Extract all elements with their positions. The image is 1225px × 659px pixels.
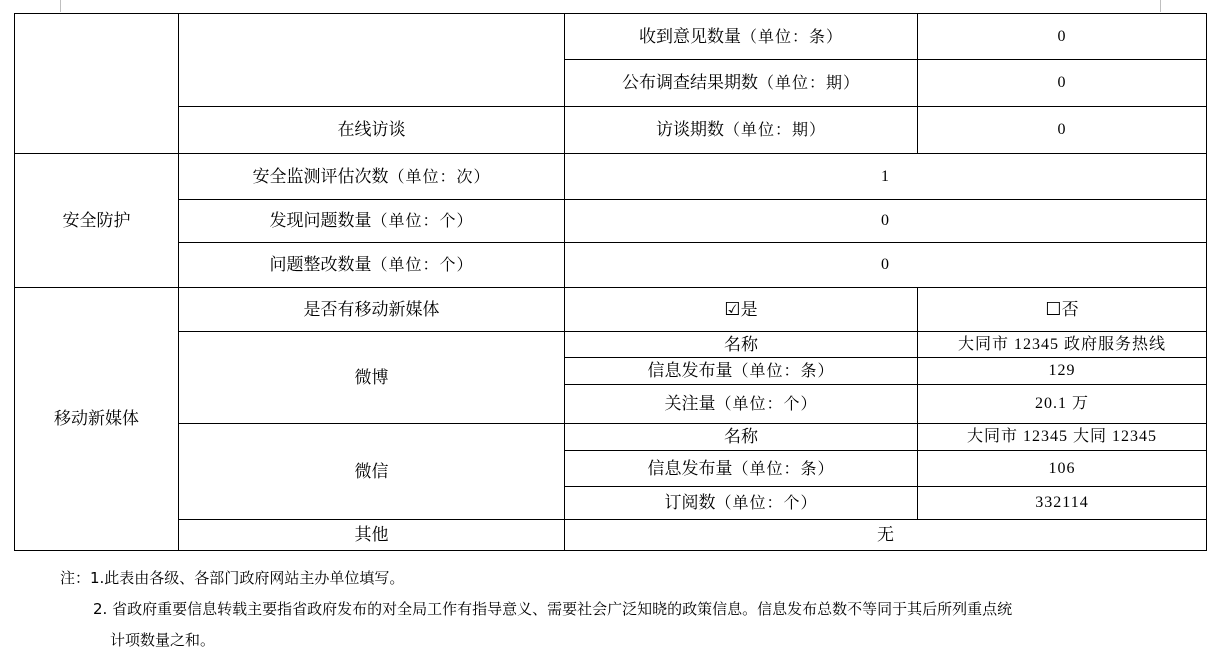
- value-cell: 1: [565, 154, 1207, 200]
- note-line-3: 计项数量之和。: [110, 631, 216, 649]
- value-cell: 0: [918, 107, 1207, 154]
- item-label: 信息发布量: [647, 361, 733, 381]
- item-cell: [565, 60, 918, 107]
- page-margin-mark-left: [60, 0, 61, 12]
- item-label: 发现问题数量: [269, 211, 372, 231]
- item-cell: [179, 243, 565, 288]
- table-notes: [60, 563, 1180, 656]
- wechat-label: 微信: [179, 424, 565, 520]
- item-unit: （单位：次）: [388, 166, 491, 186]
- item-unit: （单位：个）: [371, 255, 474, 274]
- value-cell: 0: [565, 243, 1207, 288]
- subsection-cell-blank: [179, 14, 565, 107]
- item-cell: [565, 385, 918, 424]
- item-label: 名称: [724, 427, 758, 447]
- item-cell: [565, 14, 918, 60]
- item-unit: （单位：条）: [732, 458, 835, 478]
- value-cell: 106: [918, 451, 1207, 487]
- has-media-question: 是否有移动新媒体: [179, 288, 565, 332]
- page-margin-mark-right: [1160, 0, 1161, 12]
- item-cell: [565, 107, 918, 154]
- other-value: 无: [565, 520, 1207, 551]
- item-cell: [565, 358, 918, 385]
- item-cell: [565, 424, 918, 451]
- note-line-2: 2. 省政府重要信息转载主要指省政府发布的对全局工作有指导意义、需要社会广泛知晓的政策信息。信息发布总数不等同于其后所列重点统: [93, 600, 1013, 618]
- item-cell: [565, 487, 918, 520]
- item-cell: [179, 200, 565, 243]
- value-cell: 大同市 12345 大同 12345: [918, 424, 1207, 451]
- item-label: 访谈期数: [655, 120, 724, 140]
- item-unit: （单位：个）: [715, 493, 818, 512]
- no-option-cell: [918, 288, 1207, 332]
- value-cell: 0: [565, 200, 1207, 243]
- item-cell: [565, 451, 918, 487]
- item-unit: （单位：期）: [723, 120, 826, 139]
- item-unit: （单位：条）: [740, 26, 843, 46]
- value-cell: 大同市 12345 政府服务热线: [918, 332, 1207, 358]
- checked-box-icon: ☑: [724, 298, 741, 320]
- item-label: 信息发布量: [647, 458, 733, 479]
- item-label: 问题整改数量: [269, 255, 372, 275]
- unchecked-box-icon: ☐: [1045, 298, 1062, 320]
- value-cell: 0: [918, 60, 1207, 107]
- item-cell: [179, 154, 565, 200]
- item-label: 关注量: [664, 394, 716, 414]
- value-cell: 332114: [918, 487, 1207, 520]
- item-unit: （单位：条）: [732, 361, 835, 380]
- value-cell: 129: [918, 358, 1207, 385]
- yes-option-cell: [565, 288, 918, 332]
- online-interview-label: 在线访谈: [179, 107, 565, 154]
- other-label: 其他: [179, 520, 565, 551]
- item-label: 安全监测评估次数: [252, 166, 389, 187]
- value-cell: 0: [918, 14, 1207, 60]
- item-label: 收到意见数量: [638, 26, 741, 47]
- section-cell-blank: [15, 14, 179, 154]
- security-section-label: 安全防护: [15, 154, 179, 288]
- item-cell: [565, 332, 918, 358]
- item-unit: （单位：个）: [715, 394, 818, 413]
- mobile-media-section-label: 移动新媒体: [15, 288, 179, 551]
- item-unit: （单位：期）: [757, 73, 860, 92]
- statistics-table: [14, 13, 1207, 551]
- item-label: 公布调查结果期数: [621, 73, 758, 93]
- item-label: 订阅数: [664, 493, 716, 513]
- no-option-label: 否: [1061, 299, 1079, 320]
- note-line-1: 注：1.此表由各级、各部门政府网站主办单位填写。: [60, 569, 405, 587]
- value-cell: 20.1 万: [918, 385, 1207, 424]
- yes-option-label: 是: [740, 299, 758, 320]
- item-label: 名称: [724, 334, 758, 355]
- weibo-label: 微博: [179, 332, 565, 424]
- item-unit: （单位：个）: [371, 211, 474, 230]
